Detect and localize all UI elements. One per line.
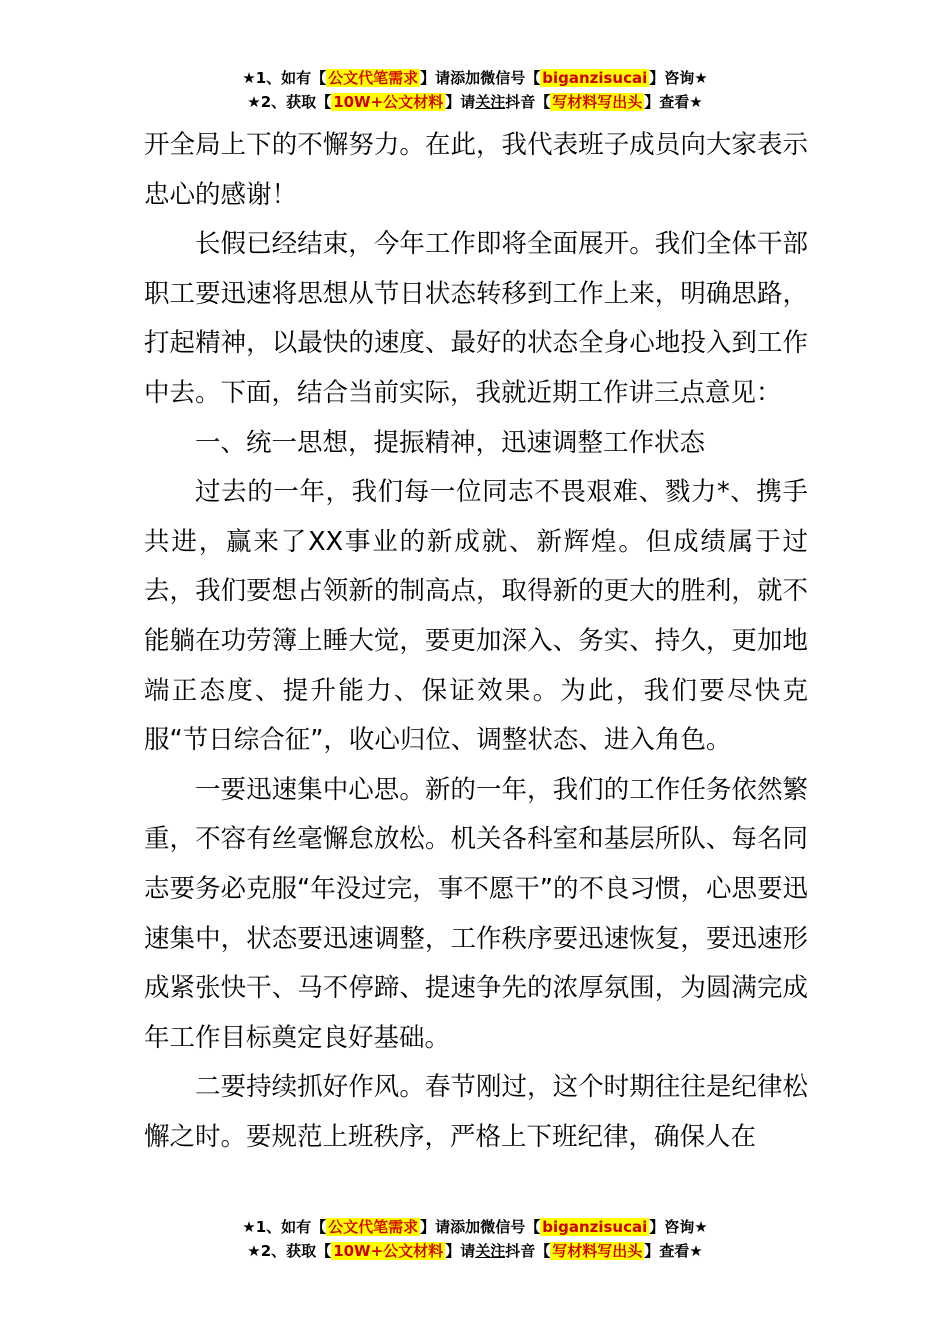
banner-text: ★1、如有【 <box>242 1218 327 1236</box>
banner-underlined-text: 关注 <box>475 93 506 111</box>
footer-banner <box>0 1215 950 1263</box>
paragraph: 长假已经结束，今年工作即将全面展开。我们全体干部职工要迅速将思想从节日状态转移到工作上来，明确思路，打起精神，以最快的速度、最好的状态全身心地投入到工作中去。下面，结合当前实际，我就近期工作讲三点意见： <box>144 229 808 408</box>
banner-highlight: 写材料写出头 <box>552 93 643 111</box>
paragraph: 过去的一年，我们每一位同志不畏艰难、戮力*、携手共进，赢来了XX事业的新成就、新辉煌。但成绩属于过去，我们要想占领新的制高点，取得新的更大的胜利，就不能躺在功劳簿上睡大觉，要更加深入、务实、持久，更加地端正态度、提升能力、保证效果。为此，我们要尽快克服“节日综合征”，收心归位、调整状态、进入角色。 <box>144 477 808 756</box>
banner-text: 抖音【 <box>505 1242 551 1260</box>
banner-text: 】请添加 <box>420 1218 481 1236</box>
section-heading: 一、统一思想，提振精神，迅速调整工作状态 <box>195 427 706 458</box>
banner-text: 抖音【 <box>505 93 551 111</box>
banner-highlight: biganzisucai <box>542 1218 648 1236</box>
banner-highlight: biganzisucai <box>542 69 648 87</box>
banner-line-2 <box>0 90 950 114</box>
banner-text: 】查看★ <box>644 93 703 111</box>
banner-text: 】查看★ <box>644 1242 703 1260</box>
banner-highlight: 写材料写出头 <box>552 1242 643 1260</box>
banner-text: ★2、获取【 <box>247 93 332 111</box>
banner-underlined-text: 关注 <box>475 1242 506 1260</box>
banner-text: 】咨询★ <box>649 69 708 87</box>
banner-highlight: 10W+公文材料 <box>333 93 444 111</box>
banner-text: 】请 <box>445 1242 476 1260</box>
paragraph: 开全局上下的不懈努力。在此，我代表班子成员向大家表示忠心的感谢！ <box>144 130 808 210</box>
header-banner <box>0 66 950 114</box>
banner-text: 微信号【 <box>480 69 541 87</box>
banner-text: ★2、获取【 <box>247 1242 332 1260</box>
document-body <box>144 121 808 1162</box>
banner-line-1 <box>0 66 950 90</box>
banner-line-1 <box>0 1215 950 1239</box>
banner-highlight: 公文代笔需求 <box>328 69 419 87</box>
banner-highlight: 10W+公文材料 <box>333 1242 444 1260</box>
banner-text: 】咨询★ <box>649 1218 708 1236</box>
banner-text: 】请 <box>445 93 476 111</box>
paragraph: 二要持续抓好作风。春节刚过，这个时期往往是纪律松懈之时。要规范上班秩序，严格上下班纪律，确保人在 <box>144 1072 808 1152</box>
banner-text: ★1、如有【 <box>242 69 327 87</box>
banner-line-2 <box>0 1239 950 1263</box>
paragraph: 一要迅速集中心思。新的一年，我们的工作任务依然繁重，不容有丝毫懈怠放松。机关各科室和基层所队、每名同志要务必克服“年没过完，事不愿干”的不良习惯，心思要迅速集中，状态要迅速调整，工作秩序要迅速恢复，要迅速形成紧张快干、马不停蹄、提速争先的浓厚氛围，为圆满完成年工作目标奠定良好基础。 <box>144 774 808 1053</box>
banner-text: 微信号【 <box>480 1218 541 1236</box>
banner-text: 】请添加 <box>420 69 481 87</box>
banner-highlight: 公文代笔需求 <box>328 1218 419 1236</box>
